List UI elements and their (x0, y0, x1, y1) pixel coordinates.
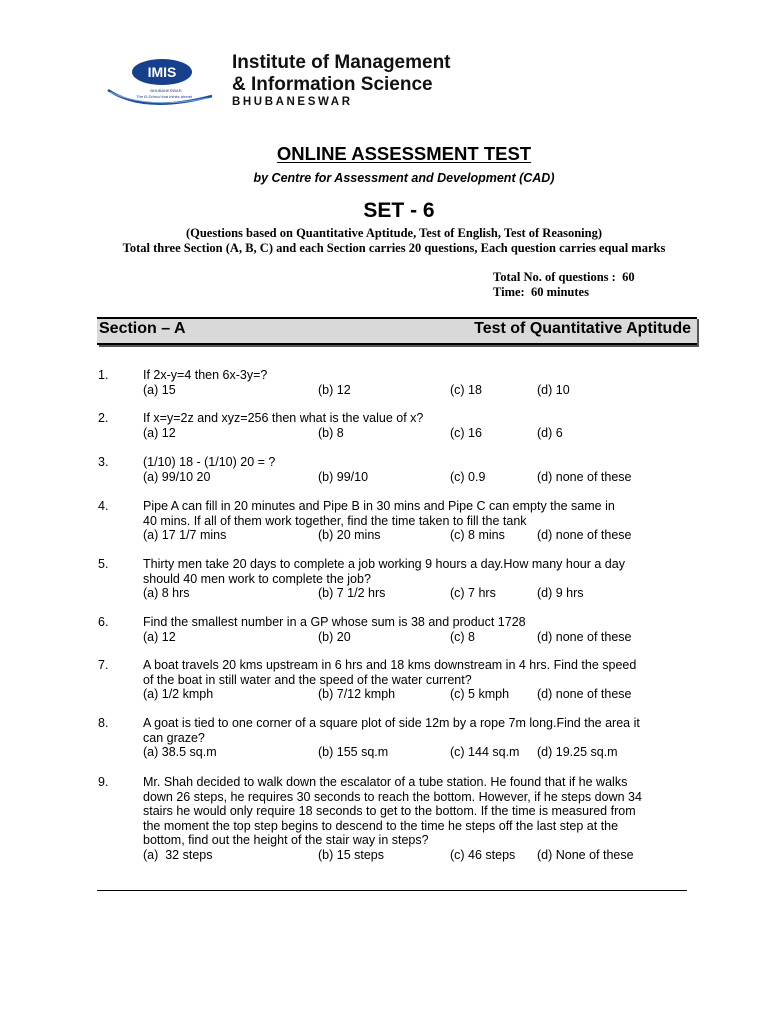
answer-option: (a) 15 (143, 382, 176, 397)
question-text: A boat travels 20 kms upstream in 6 hrs and 18 kms downstream in 4 hrs. Find the speed (143, 658, 637, 672)
answer-option: (b) 8 (318, 425, 344, 440)
answer-option: (a) 38.5 sq.m (143, 745, 217, 759)
question-text: can graze? (143, 730, 205, 745)
question-number: 2. (98, 411, 109, 425)
section-label: Section – A (99, 320, 186, 337)
question-number: 1. (98, 368, 109, 382)
answer-option: (c) 8 (450, 629, 475, 644)
question-number: 5. (98, 557, 109, 571)
answer-option: (a) 32 steps (143, 847, 213, 862)
answer-option: (a) 99/10 20 (143, 469, 211, 484)
question-text: the moment the top step begins to descend to the time he steps off the last step at the (143, 818, 619, 833)
answer-option: (d) none of these (537, 469, 632, 484)
answer-option: (b) 155 sq.m (318, 745, 389, 759)
question-text: Find the smallest number in a GP whose sum is 38 and product 1728 (143, 615, 526, 629)
answer-option: (c) 144 sq.m (450, 745, 520, 759)
question-text: 40 mins. If all of them work together, find the time taken to fill the tank (143, 513, 527, 528)
answer-option: (d) 10 (537, 382, 570, 397)
test-structure: Total three Section (A, B, C) and each Section carries 20 questions, Each question carries equal marks (122, 241, 666, 255)
time-limit: Time: 60 minutes (493, 285, 589, 299)
answer-option: (b) 20 (318, 629, 351, 644)
logo-subtext: BHUBANESWAR (150, 88, 182, 93)
question-text: If 2x-y=4 then 6x-3y=? (143, 368, 268, 382)
question-number: 9. (98, 775, 109, 789)
answer-option: (c) 0.9 (450, 469, 486, 484)
answer-option: (d) 6 (537, 425, 563, 440)
question-number: 3. (98, 455, 109, 469)
answer-option: (b) 7 1/2 hrs (318, 586, 386, 600)
answer-option: (b) 99/10 (318, 469, 369, 484)
question-text: down 26 steps, he requires 30 seconds to reach the bottom. However, if he steps down 34 (143, 789, 642, 804)
section-name: Test of Quantitative Aptitude (474, 320, 691, 337)
test-description: (Questions based on Quantitative Aptitude, Test of English, Test of Reasoning) (185, 226, 603, 240)
answer-option: (c) 18 (450, 382, 482, 397)
answer-option: (b) 20 mins (318, 528, 381, 542)
bottom-divider (97, 890, 687, 891)
logo-text: IMIS (147, 64, 177, 80)
logo-tagline: The B-School that thinks ahead (136, 94, 192, 99)
answer-option: (c) 8 mins (450, 528, 505, 542)
question-text: Pipe A can fill in 20 minutes and Pipe B in 30 mins and Pipe C can empty the same in (143, 499, 615, 513)
institute-city: BHUBANESWAR (232, 96, 353, 108)
question-text: of the boat in still water and the speed of the water current? (143, 672, 472, 687)
answer-option: (d) none of these (537, 629, 632, 644)
answer-option: (b) 7/12 kmph (318, 687, 396, 701)
answer-option: (a) 1/2 kmph (143, 687, 214, 701)
answer-option: (d) none of these (537, 528, 632, 542)
question-text: Mr. Shah decided to walk down the escalator of a tube station. He found that if he walks (143, 775, 628, 789)
answer-option: (d) none of these (537, 687, 632, 701)
answer-option: (b) 12 (318, 382, 351, 397)
question-text: (1/10) 18 - (1/10) 20 = ? (143, 455, 276, 469)
answer-option: (a) 12 (143, 629, 176, 644)
question-text: stairs he would only require 18 seconds to get to the bottom. If the time is measured from (143, 804, 636, 818)
answer-option: (c) 5 kmph (450, 687, 510, 701)
answer-option: (c) 7 hrs (450, 586, 496, 600)
answer-option: (a) 17 1/7 mins (143, 528, 227, 542)
question-text: If x=y=2z and xyz=256 then what is the value of x? (143, 411, 424, 425)
answer-option: (c) 16 (450, 425, 482, 440)
question-number: 6. (98, 615, 109, 629)
answer-option: (d) 19.25 sq.m (537, 745, 618, 759)
question-text: A goat is tied to one corner of a square plot of side 12m by a rope 7m long.Find the area it (143, 716, 640, 730)
answer-option: (d) 9 hrs (537, 586, 584, 600)
answer-option: (b) 15 steps (318, 847, 385, 862)
question-number: 4. (98, 499, 109, 513)
institute-name-line1: Institute of Management (232, 52, 451, 73)
institute-name (232, 52, 451, 96)
section-header (97, 317, 697, 345)
answer-option: (a) 8 hrs (143, 586, 190, 600)
answer-option: (d) None of these (537, 847, 634, 862)
imis-logo (104, 52, 216, 110)
institute-name-line2: & Information Science (232, 74, 433, 95)
answer-option: (c) 46 steps (450, 847, 516, 862)
test-title: ONLINE ASSESSMENT TEST (276, 143, 532, 164)
test-subtitle: by Centre for Assessment and Development (CAD) (253, 171, 555, 185)
question-number: 8. (98, 716, 109, 730)
question-text: Thirty men take 20 days to complete a job working 9 hours a day.How many hour a day (143, 557, 625, 571)
answer-option: (a) 12 (143, 425, 176, 440)
question-text: bottom, find out the height of the stair way in steps? (143, 833, 429, 847)
question-text: should 40 men work to complete the job? (143, 571, 371, 586)
total-questions: Total No. of questions : 60 (493, 270, 635, 284)
set-title: SET - 6 (363, 199, 435, 222)
question-number: 7. (98, 658, 109, 672)
